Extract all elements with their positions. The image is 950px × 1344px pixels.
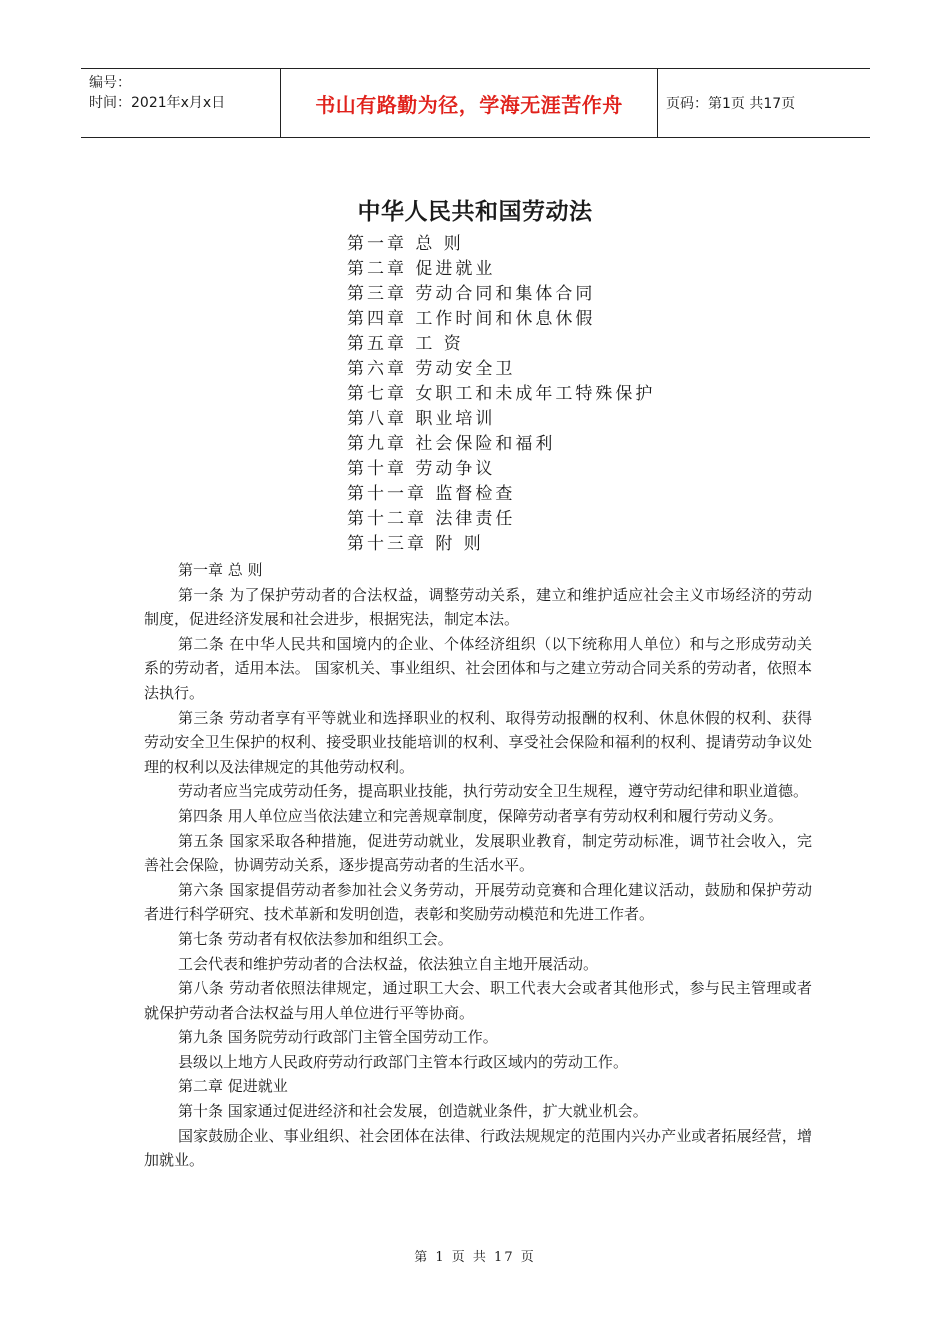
toc-item: 第三章 劳动合同和集体合同 (347, 284, 596, 304)
header-motto: 书山有路勤为径，学海无涯苦作舟 (281, 69, 658, 137)
toc-item: 第六章 劳动安全卫 (347, 359, 516, 379)
toc-item: 第七章 女职工和未成年工特殊保护 (347, 384, 656, 404)
toc-item: 第八章 职业培训 (347, 409, 496, 429)
toc-item: 第十一章 监督检查 (347, 484, 516, 504)
article-paragraph: 第五条 国家采取各种措施，促进劳动就业，发展职业教育，制定劳动标准，调节社会收入，完善社会保险，协调劳动关系，逐步提高劳动者的生活水平。 (144, 831, 812, 875)
article-paragraph: 第八条 劳动者依照法律规定，通过职工大会、职工代表大会或者其他形式，参与民主管理或者就保护劳动者合法权益与用人单位进行平等协商。 (144, 979, 812, 1022)
document-body (144, 558, 812, 1173)
article-paragraph: 第六条 国家提倡劳动者参加社会义务劳动，开展劳动竞赛和合理化建议活动，鼓励和保护劳动者进行科学研究、技术革新和发明创造，表彰和奖励劳动模范和先进工作者。 (144, 880, 812, 924)
toc-item: 第十章 劳动争议 (347, 459, 496, 479)
article-paragraph: 第十条 国家通过促进经济和社会发展，创造就业条件，扩大就业机会。 (178, 1102, 648, 1121)
toc-item: 第十二章 法律责任 (347, 509, 516, 529)
document-title: 中华人民共和国劳动法 (357, 199, 593, 225)
document-number: 编号： (89, 75, 131, 91)
toc-item: 第十三章 附 则 (347, 534, 484, 554)
document-time: 时间：2021年x月x日 (89, 95, 226, 111)
page-footer: 第 1 页 共 17 页 (414, 1250, 536, 1265)
table-of-contents (347, 232, 655, 557)
article-paragraph: 第一条 为了保护劳动者的合法权益，调整劳动关系，建立和维护适应社会主义市场经济的劳动制度，促进经济发展和社会进步，根据宪法，制定本法。 (144, 585, 812, 629)
article-paragraph: 县级以上地方人民政府劳动行政部门主管本行政区域内的劳动工作。 (178, 1052, 629, 1071)
toc-item: 第一章 总 则 (347, 234, 464, 254)
toc-item: 第四章 工作时间和休息休假 (347, 309, 596, 329)
chapter-heading: 第一章 总 则 (178, 561, 263, 579)
article-paragraph: 劳动者应当完成劳动任务，提高职业技能，执行劳动安全卫生规程，遵守劳动纪律和职业道德。 (178, 782, 809, 801)
article-paragraph: 第九条 国务院劳动行政部门主管全国劳动工作。 (178, 1028, 498, 1047)
article-paragraph: 第三条 劳动者享有平等就业和选择职业的权利、取得劳动报酬的权利、休息休假的权利、获得劳动安全卫生保护的权利、接受职业技能培训的权利、享受社会保险和福利的权利、提请劳动争议处理的权利以及法律规定的其他劳动权利。 (144, 708, 812, 776)
toc-item: 第九章 社会保险和福利 (347, 434, 556, 454)
chapter-heading: 第二章 促进就业 (178, 1077, 288, 1096)
article-paragraph: 第四条 用人单位应当依法建立和完善规章制度，保障劳动者享有劳动权利和履行劳动义务。 (178, 806, 783, 825)
article-paragraph: 工会代表和维护劳动者的合法权益，依法独立自主地开展活动。 (178, 954, 599, 973)
header-page-number: 页码：第1页 共17页 (666, 96, 796, 112)
header-meta-cell (81, 69, 281, 137)
toc-item: 第二章 促进就业 (347, 259, 496, 279)
toc-item: 第五章 工 资 (347, 334, 464, 354)
article-paragraph: 第二条 在中华人民共和国境内的企业、个体经济组织（以下统称用人单位）和与之形成劳动关系的劳动者，适用本法。 国家机关、事业组织、社会团体和与之建立劳动合同关系的劳动者，依照本法执行。 (144, 634, 812, 702)
page-header (81, 68, 870, 138)
article-paragraph: 第七条 劳动者有权依法参加和组织工会。 (178, 929, 453, 948)
article-paragraph: 国家鼓励企业、事业组织、社会团体在法律、行政法规规定的范围内兴办产业或者拓展经营，增加就业。 (144, 1126, 812, 1170)
